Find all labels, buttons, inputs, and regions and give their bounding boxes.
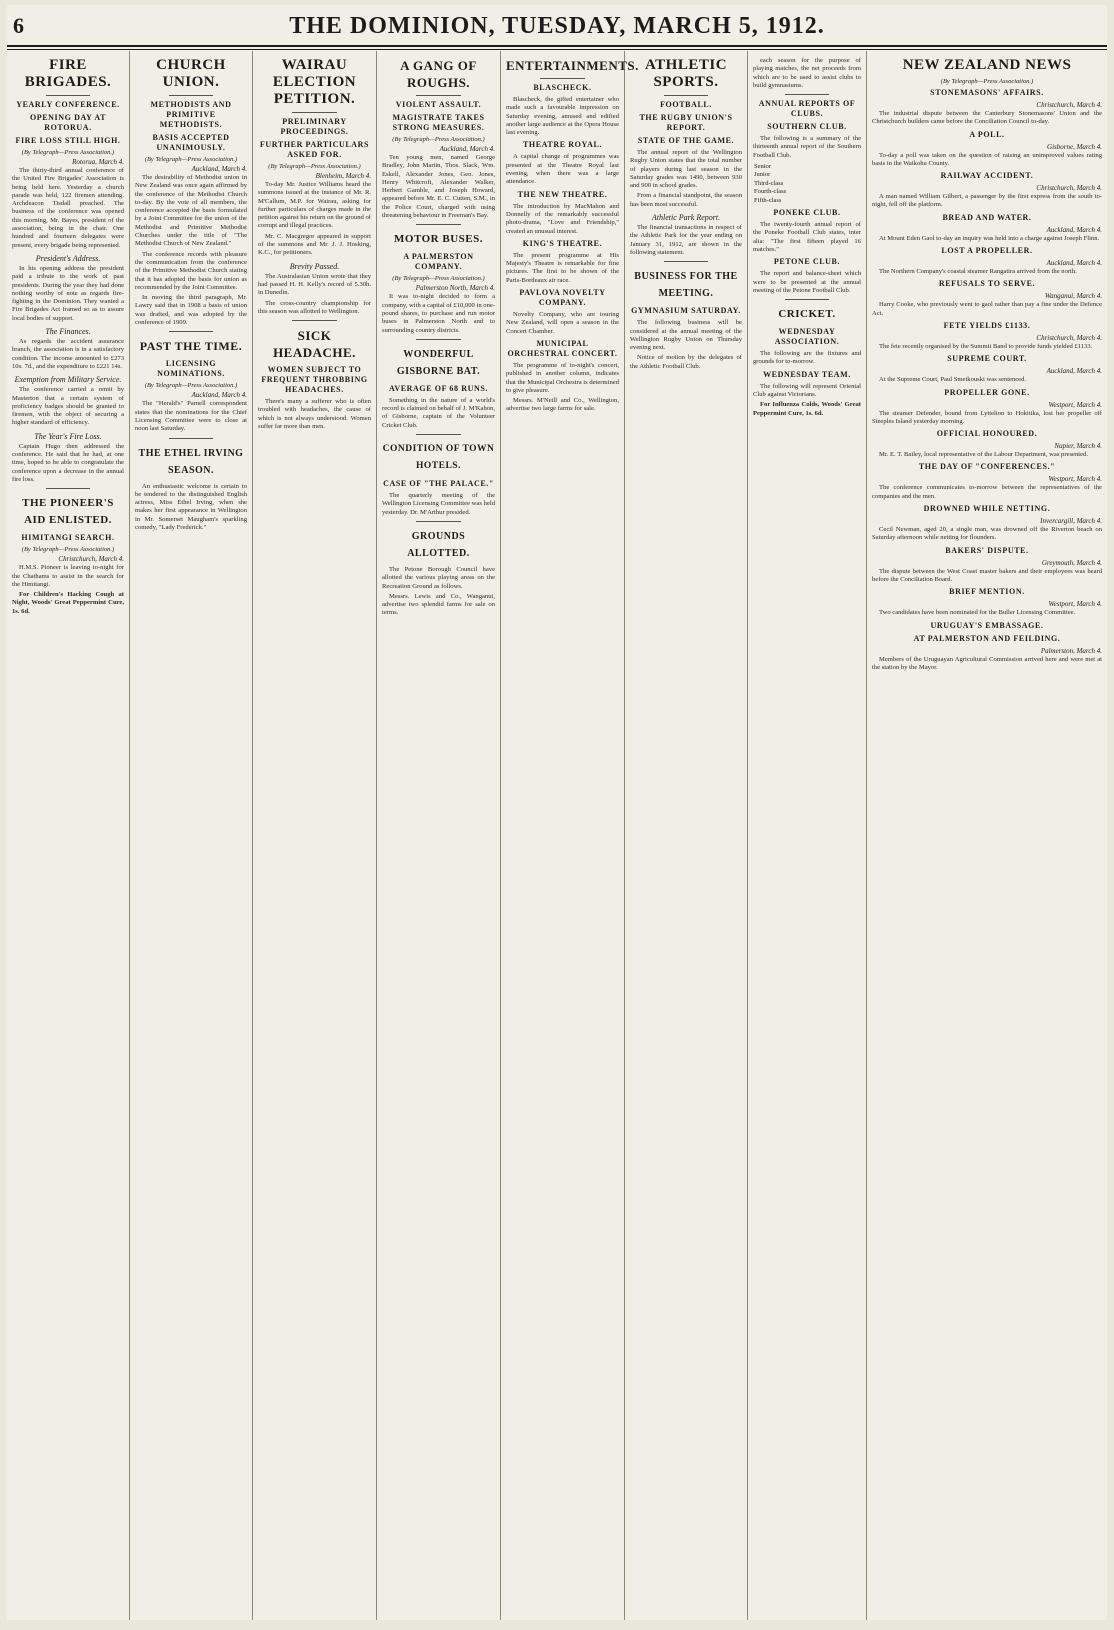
- news-item: [872, 462, 1102, 501]
- divider: [416, 224, 461, 225]
- article-paragraph: It was to-night decided to form a company, with a capital of £10,000 in one-pound shares, to purchase and run motor buses in Palmerston North and to surrounding country districts.: [382, 293, 495, 334]
- byline: (By Telegraph—Press Association.): [268, 163, 361, 170]
- divider: [664, 261, 709, 262]
- article-paragraph: The present programme at His Majesty's Theatre is remarkable for fine pictures. The first to be shown of the Paris-Bordeaux air race.: [506, 251, 619, 284]
- table-row: [753, 188, 861, 196]
- article-paragraph: To-day Mr. Justice Williams heard the summons issued at the instance of Mr. R. M'Callum, M.P. for Wairau, asking for further particulars of charges made in the petition against his return on the ground of corrupt and illegal practices.: [258, 181, 371, 230]
- subheading: GYMNASIUM SATURDAY.: [631, 306, 741, 316]
- article-paragraph: The "Herald's" Parnell correspondent states that the nominations for the Chief Licensing Committee were to close at noon last Saturday.: [135, 400, 247, 433]
- dateline: Auckland, March 4.: [191, 165, 247, 173]
- grade-label: Senior: [754, 163, 771, 171]
- news-item-dateline: Christchurch, March 4.: [1036, 333, 1102, 342]
- subheading: ANNUAL REPORTS OF CLUBS.: [758, 99, 856, 119]
- article-paragraph: From a financial standpoint, the season has been most successful.: [630, 192, 742, 208]
- news-item-title: BRIEF MENTION.: [949, 587, 1025, 597]
- dateline: Rotorua, March 4.: [72, 158, 124, 166]
- news-item-dateline: Greymouth, March 4.: [1041, 558, 1102, 567]
- article-paragraph: The following are the fixtures and grounds for to-morrow.: [753, 350, 861, 366]
- article-paragraph: each season for the purpose of playing matches, the net proceeds from which are to be used to assist clubs to build gymnasiums.: [753, 57, 861, 89]
- subheading: LICENSING NOMINATIONS.: [157, 359, 225, 379]
- subheading: FIRE LOSS STILL HIGH.: [15, 136, 121, 145]
- article-paragraph: Mr. C. Macgregor appeared in support of the summons and Mr. J. J. Hosking, K.C., for petitioners.: [258, 232, 371, 257]
- divider: [785, 299, 828, 300]
- subheading: A PALMERSTON COMPANY.: [403, 252, 474, 272]
- news-item: [872, 634, 1102, 673]
- article-heading: SICK HEADACHE.: [273, 328, 356, 361]
- subheading: WEDNESDAY TEAM.: [763, 369, 851, 379]
- subheading: WEDNESDAY ASSOCIATION.: [774, 327, 840, 347]
- article-paragraph: The cross-country championship for this season was allotted to Wellington.: [258, 299, 371, 315]
- table-row: [753, 171, 861, 179]
- divider: [46, 488, 91, 489]
- article-paragraph: The conference carried a remit by Masterton that a certain system of proficiency badges should be granted to firemen, with the object of securing a higher standard of efficiency.: [12, 386, 124, 427]
- news-item-title: LOST A PROPELLER.: [941, 246, 1033, 256]
- news-item-title: STONEMASONS' AFFAIRS.: [930, 88, 1044, 97]
- divider: [785, 94, 828, 95]
- grade-label: Fifth-class: [754, 196, 782, 204]
- section-heading: The Finances.: [45, 327, 91, 337]
- subheading: OPENING DAY AT ROTORUA.: [29, 113, 107, 132]
- article-heading: BUSINESS FOR THE MEETING.: [634, 271, 738, 300]
- article-heading: WONDERFUL GISBORNE BAT.: [396, 348, 481, 377]
- dateline: Blenheim, March 4.: [315, 172, 371, 180]
- news-item-dateline: Westport, March 4.: [1048, 475, 1102, 484]
- article-heading: ATHLETIC SPORTS.: [644, 57, 728, 90]
- article-paragraph: Something in the nature of a world's record is claimed on behalf of J. M'Kahon, of Gisborne, captain of the Volunteer Cricket Club.: [382, 396, 495, 429]
- subheading: PONEKE CLUB.: [773, 208, 841, 218]
- column-athletic-sports: [625, 51, 748, 1620]
- grade-label: Fourth-class: [754, 188, 787, 196]
- subheading: FOOTBALL.: [660, 100, 712, 109]
- article-paragraph: A capital change of programmes was presented at the Theatre Royal last evening, when there was a large attendance.: [506, 153, 619, 186]
- dateline: Auckland, March 4.: [191, 391, 247, 400]
- article-paragraph: Captain Hugo then addressed the conference. He said that he had, at one time, hoped to be able to congratulate the conference upon a decrease in the annual fire loss.: [12, 442, 124, 483]
- subheading: PRELIMINARY PROCEEDINGS.: [280, 117, 349, 136]
- byline: (By Telegraph—Press Association.): [144, 156, 238, 163]
- divider: [416, 339, 461, 340]
- news-item-dateline: Christchurch, March 4.: [1036, 101, 1102, 109]
- news-item: [872, 504, 1102, 543]
- news-item-dateline: Christchurch, March 4.: [1036, 184, 1102, 193]
- dateline: Christchurch, March 4.: [58, 555, 124, 564]
- news-item-dateline: Wanganui, March 4.: [1044, 292, 1102, 301]
- subheading: FURTHER PARTICULARS ASKED FOR.: [259, 140, 370, 159]
- article-heading: THE ETHEL IRVING SEASON.: [138, 447, 244, 476]
- advertisement: For Children's Hacking Cough at Night, Woods' Great Peppermint Cure, 1s. 6d.: [12, 591, 124, 615]
- article-paragraph: Blascheck, the gifted entertainer who made such a favourable impression on Saturday evening, amused and edified another large audience at the Opera House last evening.: [506, 96, 619, 137]
- news-item-title: RAILWAY ACCIDENT.: [940, 171, 1034, 181]
- article-paragraph: Notice of motion by the delegates of the Athletic Football Club.: [630, 354, 742, 370]
- article-paragraph: Ten young men, named George Bradley, John Martin, Thos. Slack, Wm. Eskell, Alexander Jones, Geo. Jones, Henry Whitcroft, Alexander Walker, Herbert Gamble, and Joseph Howard, appeared before Mr. E. C. Cutten, S.M., in the Police Court, charged with using threatening behaviour in Freeman's Bay.: [382, 154, 495, 220]
- section-heading: President's Address.: [35, 253, 101, 263]
- article-heading: CONDITION OF TOWN HOTELS.: [382, 444, 495, 472]
- subheading: WOMEN SUBJECT TO FREQUENT THROBBING HEADACHES.: [261, 365, 368, 395]
- dateline: Auckland, March 4.: [439, 145, 495, 153]
- divider: [664, 95, 709, 96]
- article-paragraph: Messrs. Lewis and Co., Wanganui, advertise two splendid farms for sale on terms.: [382, 592, 495, 617]
- divider: [416, 521, 461, 522]
- divider: [169, 95, 214, 96]
- news-item-dateline: Palmerston, March 4.: [1040, 646, 1102, 655]
- news-item-title: AT PALMERSTON AND FEILDING.: [913, 633, 1061, 643]
- news-item-title: SUPREME COURT.: [947, 354, 1027, 364]
- article-paragraph: There's many a sufferer who is often troubled with headaches, the cause of which is not always understood. Women suffer far more than men.: [258, 398, 371, 431]
- article-paragraph: Novelty Company, who are touring New Zealand, will open a season in the Concert Chamber.: [506, 311, 619, 335]
- byline: (By Telegraph—Press Association.): [144, 382, 238, 390]
- news-item-text: Two candidates have been nominated for the Buller Licensing Committee.: [879, 609, 1076, 617]
- news-item: [872, 587, 1102, 617]
- article-heading: MOTOR BUSES.: [394, 233, 483, 246]
- article-paragraph: An enthusiastic welcome is certain to be tendered to the distinguished English actress, Miss Ethel Irving, when she makes her first appearance in Wellington in Mr. Somerset Maugham's sparkling comedy, "Lady Frederick.": [135, 482, 247, 532]
- column-entertainments: [501, 51, 639, 1620]
- subheading: YEARLY CONFERENCE.: [16, 100, 120, 109]
- column-new-zealand-news: [867, 51, 1107, 1620]
- article-heading: GROUNDS ALLOTTED.: [407, 530, 470, 559]
- table-row: [753, 163, 861, 171]
- news-item-dateline: Auckland, March 4.: [1046, 225, 1102, 234]
- news-item-text: Members of the Uruguayan Agricultural Commission arrived here and were met at the station by the Mayor.: [872, 655, 1102, 671]
- article-paragraph: The programme of to-night's concert, published in another column, indicates that the Municipal Orchestra is determined to give pleasure.: [506, 361, 619, 394]
- article-heading: NEW ZEALAND NEWS: [902, 57, 1072, 73]
- byline: (By Telegraph—Press Association.): [392, 275, 485, 283]
- news-item-title: BAKERS' DISPUTE.: [945, 545, 1029, 555]
- divider: [416, 95, 461, 96]
- news-item-title: BREAD AND WATER.: [942, 212, 1032, 222]
- newspaper-page: [7, 5, 1107, 1620]
- columns: [7, 51, 1107, 1620]
- news-item-text: The steamer Defender, bound from Lyttelton to Hokitika, lost her propeller off Steeples Island yesterday morning.: [872, 409, 1102, 425]
- column-church-union: [130, 51, 253, 1620]
- article-paragraph: H.M.S. Pioneer is leaving to-night for the Chathams to assist in the search for the Himitangi.: [12, 564, 124, 588]
- subheading: THE NEW THEATRE.: [517, 189, 608, 199]
- article-paragraph: The following business will be considered at the annual meeting of the Wellington Rugby Union on Thursday evening next.: [630, 319, 742, 352]
- news-item: [872, 354, 1102, 384]
- article-heading: CRICKET.: [778, 308, 836, 321]
- byline: (By Telegraph—Press Association.): [940, 78, 1034, 85]
- news-item-text: At the Supreme Court, Paul Smetkouski was sentenced.: [879, 376, 1027, 384]
- article-paragraph: In his opening address the president paid a tribute to the work of past presidents. During the year they had done nothing worthy of note as regards fire-fighting in the Dominion. They wanted a Fire Brigades Act framed so as to assure local bodies of support.: [12, 264, 124, 322]
- article-paragraph: The annual report of the Wellington Rugby Union states that the total number of players during last season in the Saturday grades was 1490, between 930 and 900 in school grades.: [630, 149, 742, 190]
- news-item-title: OFFICIAL HONOURED.: [936, 429, 1038, 439]
- news-item-dateline: Westport, March 4.: [1048, 400, 1102, 409]
- divider: [416, 434, 461, 435]
- article-heading: A GANG OF ROUGHS.: [400, 58, 477, 90]
- subheading: AVERAGE OF 68 RUNS.: [389, 383, 488, 393]
- news-item: [872, 88, 1102, 127]
- news-item-title: URUGUAY'S EMBASSAGE.: [930, 620, 1044, 630]
- news-item: [872, 321, 1102, 351]
- article-heading: ENTERTAINMENTS.: [506, 58, 639, 73]
- subheading: MAGISTRATE TAKES STRONG MEASURES.: [392, 113, 485, 132]
- news-item-text: To-day a poll was taken on the question of raising an unimproved values rating basis in the Waikohu County.: [872, 151, 1102, 167]
- subheading: STATE OF THE GAME.: [637, 136, 735, 145]
- news-item-dateline: Auckland, March 4.: [1046, 367, 1102, 376]
- advertisement: For Influenza Colds, Woods' Great Peppermint Cure, 1s. 6d.: [753, 401, 861, 417]
- section-heading: Exemption from Military Service.: [14, 375, 122, 385]
- news-item-title: DROWNED WHILE NETTING.: [923, 504, 1051, 514]
- divider: [292, 320, 337, 321]
- subheading: VIOLENT ASSAULT.: [395, 100, 482, 109]
- byline: (By Telegraph—Press Association.): [21, 546, 115, 554]
- subheading: THE RUGBY UNION'S REPORT.: [639, 113, 733, 132]
- news-item: [872, 546, 1102, 585]
- divider: [292, 112, 337, 113]
- grade-label: Junior: [754, 171, 771, 179]
- news-item: [872, 621, 1102, 631]
- news-item: [872, 171, 1102, 210]
- subheading: PAVLOVA NOVELTY COMPANY.: [519, 288, 606, 308]
- news-item-dateline: Gisborne, March 4.: [1047, 142, 1102, 151]
- news-item-dateline: Westport, March 4.: [1048, 600, 1102, 609]
- news-item: [872, 213, 1102, 243]
- page-number: 6: [13, 13, 24, 38]
- subheading: HIMITANGI SEARCH.: [21, 533, 115, 543]
- grades-table: [753, 163, 861, 205]
- masthead-rule: [7, 45, 1107, 50]
- article-heading: FIRE BRIGADES.: [24, 57, 112, 90]
- article-paragraph: The thirty-third annual conference of the United Fire Brigades' Association is being held here. Yesterday a church parade was held, 122 firemen attending. Archdeacon Tisdall preached. The business of the conference was opened this morning, Mr. Bayes, president of the association, being in the chair. One hundred and fourteen delegates were present, every brigade being represented.: [12, 167, 124, 249]
- column-gang-of-roughs: [377, 51, 501, 1620]
- news-items: [872, 88, 1102, 672]
- grade-label: Third-class: [754, 179, 784, 187]
- article-paragraph: In moving the third paragraph, Mr. Lawry said that in 1908 a basis of union was drafted, and was adopted by the conference of 1909.: [135, 294, 247, 327]
- divider: [169, 438, 214, 439]
- news-item-text: The fete recently organised by the Summit Band to provide funds yielded £1133.: [879, 342, 1093, 350]
- news-item-text: The dispute between the West Coast master bakers and their employees was heard before the Conciliation Board.: [872, 567, 1102, 583]
- article-paragraph: Messrs. M'Neill and Co., Wellington, advertise two large farms for sale.: [506, 397, 619, 413]
- section-heading: The Year's Fire Loss.: [34, 431, 102, 441]
- subheading: CASE OF "THE PALACE.": [383, 479, 494, 489]
- news-item: [872, 279, 1102, 318]
- column-wairau-election: [253, 51, 377, 1620]
- section-heading: Athletic Park Report.: [651, 213, 721, 223]
- article-heading: CHURCH UNION.: [156, 57, 226, 90]
- subheading: METHODISTS AND PRIMITIVE METHODISTS.: [150, 100, 232, 129]
- news-item-text: Cecil Newman, aged 20, a single man, was drowned off the Riverton beach on Saturday afternoon while netting for flounders.: [872, 526, 1102, 542]
- news-item-text: A man named William Gilbert, a passenger by the first express from the south to-night, fell off the platform.: [872, 193, 1102, 209]
- subheading: BLASCHECK.: [533, 83, 592, 92]
- news-item-title: PROPELLER GONE.: [944, 387, 1030, 397]
- news-item: [872, 429, 1102, 459]
- subheading: SOUTHERN CLUB.: [767, 122, 847, 132]
- news-item: [872, 130, 1102, 169]
- news-item: [872, 388, 1102, 427]
- table-row: [753, 180, 861, 188]
- divider: [540, 78, 585, 79]
- article-paragraph: The following is a summary of the thirteenth annual report of the Southern Football Club.: [753, 135, 861, 159]
- news-item: [872, 246, 1102, 276]
- news-item-text: The industrial dispute between the Canterbury Stonemasons' Union and the Christchurch builders came before the Conciliation Council to-day.: [872, 110, 1102, 126]
- divider: [46, 95, 91, 96]
- article-paragraph: The Petone Borough Council have allotted the various playing areas on the Recreation Ground as follows.: [382, 565, 495, 590]
- subheading: THEATRE ROYAL.: [522, 140, 603, 150]
- subheading: BASIS ACCEPTED UNANIMOUSLY.: [152, 133, 230, 152]
- article-paragraph: The report and balance-sheet which were to be presented at the annual meeting of the Petone Football Club.: [753, 270, 861, 294]
- article-paragraph: The twenty-fourth annual report of the Poneke Football Club states, inter alia: "The first fifteen played 16 matches.": [753, 221, 861, 253]
- news-item-dateline: Auckland, March 4.: [1046, 259, 1102, 268]
- section-heading: Brevity Passed.: [289, 261, 340, 271]
- news-item-title: FETE YIELDS £1133.: [943, 320, 1031, 330]
- news-item-title: REFUSALS TO SERVE.: [938, 279, 1036, 289]
- news-item-text: The Northern Company's coastal steamer Rangatira arrived from the north.: [879, 268, 1077, 276]
- news-item-dateline: Napier, March 4.: [1054, 442, 1102, 451]
- subheading: MUNICIPAL ORCHESTRAL CONCERT.: [507, 338, 618, 358]
- byline: (By Telegraph—Press Association.): [392, 136, 485, 143]
- dateline: Palmerston North, March 4.: [415, 284, 495, 293]
- masthead: [7, 11, 1107, 47]
- article-paragraph: The introduction by MacMahon and Donnelly of the remarkably successful photo-drama, "Love and Friendship," created an unusual interest.: [506, 202, 619, 235]
- news-item-dateline: Invercargill, March 4.: [1040, 517, 1102, 526]
- article-paragraph: The desirability of Methodist union in New Zealand was once again affirmed by the conference of the Methodist Church to-day. By the vote of all members, the conference accepted the basis formulated by a Joint Committee for the union of the Methodist and Primitive Methodist Churches under the title of "The Methodist Church of New Zealand.": [135, 174, 247, 248]
- news-item-text: Harry Cooke, who previously went to gaol rather than pay a fine under the Defence Act.: [872, 301, 1102, 317]
- subheading: KING'S THEATRE.: [522, 238, 603, 248]
- article-heading: THE PIONEER'S AID ENLISTED.: [22, 497, 114, 527]
- column-fire-brigades: [7, 51, 130, 1620]
- table-row: [753, 197, 861, 205]
- news-item-title: A POLL.: [969, 129, 1005, 139]
- article-paragraph: The quarterly meeting of the Wellington Licensing Committee was held yesterday. Dr. M'Arthur presided.: [382, 492, 495, 516]
- article-paragraph: The conference records with pleasure the communication from the conference of the Primitive Methodist Church stating that it has adopted the basis for union as recommended by the Joint Committee.: [135, 250, 247, 291]
- subheading: PETONE CLUB.: [773, 257, 841, 267]
- article-paragraph: The financial transactions in respect of the Athletic Park for the year ending on January 31, 1912, are shown in the following statement.: [630, 224, 742, 256]
- news-item-text: Mr. E. T. Bailey, local representative of the Labour Department, was presented.: [879, 451, 1088, 459]
- newspaper-title: THE DOMINION, TUESDAY, MARCH 5, 1912.: [289, 13, 825, 39]
- article-paragraph: The following will represent Oriental Club against Victorians.: [753, 382, 861, 399]
- news-item-text: At Mount Eden Gaol to-day an inquiry was held into a charge against Joseph Flinn.: [879, 234, 1100, 242]
- byline: (By Telegraph—Press Association.): [21, 149, 115, 156]
- divider: [169, 331, 214, 332]
- article-heading: PAST THE TIME.: [139, 339, 243, 354]
- column-club-reports: [748, 51, 867, 1620]
- news-item-title: THE DAY OF "CONFERENCES.": [918, 462, 1056, 472]
- article-heading: WAIRAU ELECTION PETITION.: [272, 57, 357, 107]
- article-paragraph: As regards the accident assurance branch, the association is in a satisfactory condition. The income amounted to £273 10s. 7d., and the expenditure to £221 14s.: [12, 338, 124, 370]
- news-item-text: The conference communicates to-morrow between the representatives of the companies and the men.: [872, 484, 1102, 500]
- article-paragraph: The Australasian Union wrote that they had passed H. H. Kelly's record of 5.30h. in Dunedin.: [258, 272, 371, 297]
